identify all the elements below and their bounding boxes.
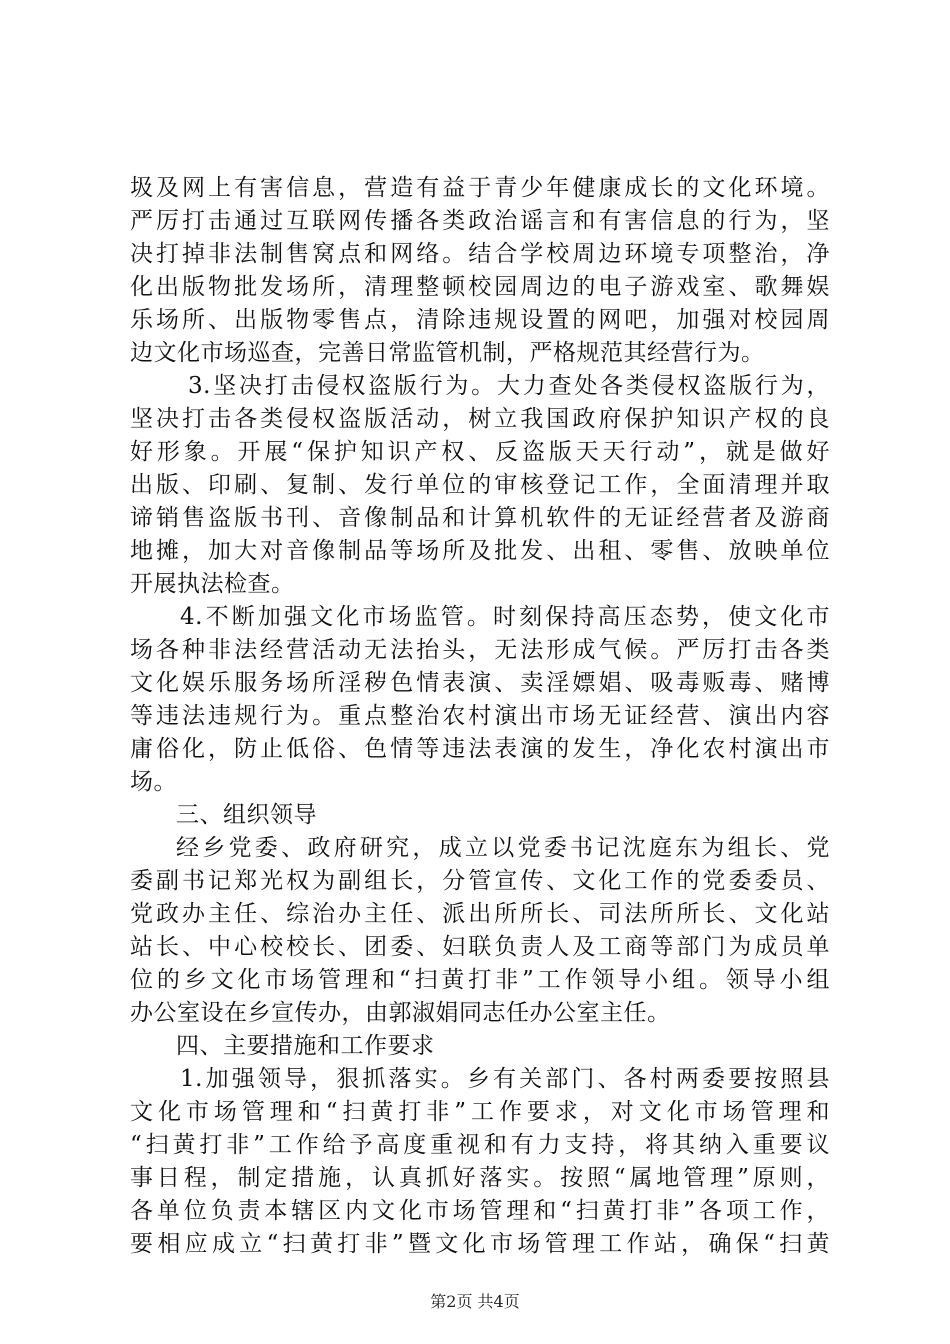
text-line: 庸俗化，防止低俗、色情等违法表演的发生，净化农村演出市 bbox=[130, 736, 830, 762]
text-line: 边文化市场巡查，完善日常监管机制，严格规范其经营行为。 bbox=[130, 340, 765, 366]
text-line: 要相应成立“扫黄打非”暨文化市场管理工作站，确保“扫黄 bbox=[130, 1231, 830, 1257]
text-line: 圾及网上有害信息，营造有益于青少年健康成长的文化环境。 bbox=[130, 175, 830, 201]
text-line: 决打掉非法制售窝点和网络。结合学校周边环境专项整治，净 bbox=[130, 241, 830, 267]
text-line: 谛销售盗版书刊、音像制品和计算机软件的无证经营者及游商 bbox=[130, 505, 830, 531]
text-line: 委副书记郑光权为副组长，分管宣传、文化工作的党委委员、 bbox=[130, 868, 830, 894]
text-line: 好形象。开展“保护知识产权、反盗版天天行动”，就是做好 bbox=[130, 439, 830, 465]
text-line: 等违法违规行为。重点整治农村演出市场无证经营、演出内容 bbox=[130, 703, 830, 729]
text-line: 坚决打击各类侵权盗版活动，树立我国政府保护知识产权的良 bbox=[130, 406, 830, 432]
paragraph-start: 经乡党委、政府研究，成立以党委书记沈庭东为组长、党 bbox=[176, 835, 830, 861]
section-heading-3: 三、组织领导 bbox=[176, 802, 317, 828]
text-line: 出版、印刷、复制、发行单位的审核登记工作，全面清理并取 bbox=[130, 472, 830, 498]
numbered-item-3: 3.坚决打击侵权盗版行为。大力查处各类侵权盗版行为， bbox=[188, 373, 830, 399]
text-line: 严厉打击通过互联网传播各类政治谣言和有害信息的行为，坚 bbox=[130, 208, 830, 234]
document-body bbox=[130, 172, 830, 1261]
page-number-footer: 第2页 共4页 bbox=[430, 1292, 520, 1311]
text-line: “扫黄打非”工作给予高度重视和有力支持，将其纳入重要议 bbox=[130, 1132, 830, 1158]
text-line: 站长、中心校校长、团委、妇联负责人及工商等部门为成员单 bbox=[130, 934, 830, 960]
numbered-item-4: 4.不断加强文化市场监管。时刻保持高压态势，使文化市 bbox=[180, 604, 830, 630]
text-line: 文化市场管理和“扫黄打非”工作要求，对文化市场管理和 bbox=[130, 1099, 830, 1125]
text-line: 位的乡文化市场管理和“扫黄打非”工作领导小组。领导小组 bbox=[130, 967, 830, 993]
text-line: 场。 bbox=[130, 769, 177, 795]
text-line: 乐场所、出版物零售点，清除违规设置的网吧，加强对校园周 bbox=[130, 307, 830, 333]
text-line: 地摊，加大对音像制品等场所及批发、出租、零售、放映单位 bbox=[130, 538, 830, 564]
text-line: 党政办主任、综治办主任、派出所所长、司法所所长、文化站 bbox=[130, 901, 830, 927]
numbered-item-1: 1.加强领导，狠抓落实。乡有关部门、各村两委要按照县 bbox=[180, 1066, 830, 1092]
text-line: 事日程，制定措施，认真抓好落实。按照“属地管理”原则， bbox=[130, 1165, 830, 1191]
text-line: 文化娱乐服务场所淫秽色情表演、卖淫嫖娼、吸毒贩毒、赌博 bbox=[130, 670, 830, 696]
text-line: 办公室设在乡宣传办，由郭淑娟同志任办公室主任。 bbox=[130, 1000, 671, 1026]
text-line: 开展执法检查。 bbox=[130, 571, 295, 597]
text-line: 各单位负责本辖区内文化市场管理和“扫黄打非”各项工作， bbox=[130, 1198, 830, 1224]
section-heading-4: 四、主要措施和工作要求 bbox=[176, 1033, 435, 1059]
text-line: 化出版物批发场所，清理整顿校园周边的电子游戏室、歌舞娱 bbox=[130, 274, 830, 300]
text-line: 场各种非法经营活动无法抬头，无法形成气候。严厉打击各类 bbox=[130, 637, 830, 663]
